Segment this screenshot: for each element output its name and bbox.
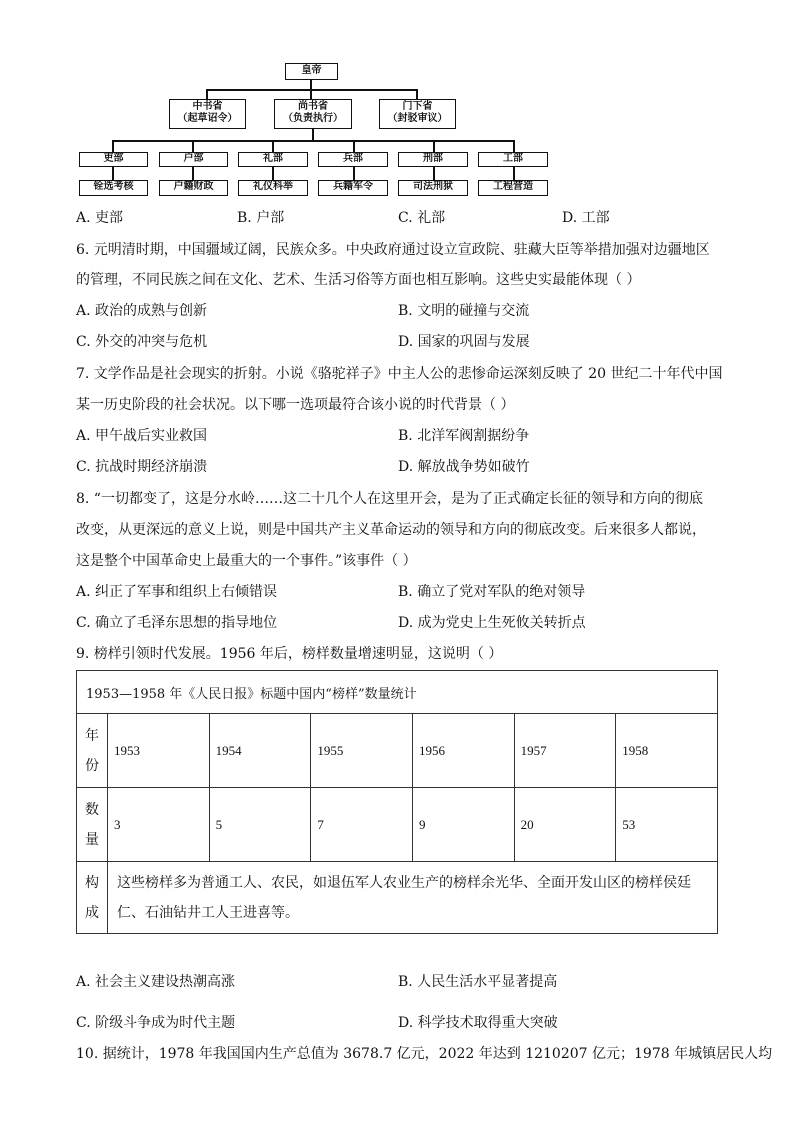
year-cell: 1955 bbox=[311, 714, 413, 788]
year-row-label bbox=[77, 714, 108, 788]
q8-stem-line: 改变，从更深远的意义上说，则是中国共产主义革命运动的领导和方向的彻底改变。后来很多人都说， bbox=[76, 522, 706, 538]
composition-line: 这些榜样多为普通工人、农民，如退伍军人农业生产的榜样余光华、全面开发山区的榜样侯廷 bbox=[117, 874, 691, 891]
org-ministry-role: （负责执行） bbox=[283, 113, 343, 124]
org-duty-box bbox=[398, 180, 468, 196]
org-duty-label: 工程营造 bbox=[493, 181, 533, 192]
q5-option-a[interactable]: A. 吏部 bbox=[76, 210, 124, 226]
org-dept-name: 礼部 bbox=[263, 153, 283, 164]
org-duty-label: 铨选考核 bbox=[93, 181, 134, 192]
q6-option-a[interactable]: A. 政治的成熟与创新 bbox=[76, 303, 208, 319]
org-duty-label: 兵籍军令 bbox=[333, 181, 373, 192]
org-duty-box bbox=[79, 180, 148, 196]
table-row bbox=[77, 862, 718, 934]
q6-stem-line: 6. 元明清时期，中国疆域辽阔，民族众多。中央政府通过设立宣政院、驻藏大臣等举措加强对边疆地区 bbox=[76, 242, 710, 258]
count-cell: 53 bbox=[616, 788, 718, 862]
org-connector bbox=[433, 140, 435, 152]
org-connector bbox=[192, 140, 194, 152]
q8-option-b[interactable]: B. 确立了党对军队的绝对领导 bbox=[398, 584, 586, 600]
table-row bbox=[77, 788, 718, 862]
year-cell: 1954 bbox=[209, 714, 311, 788]
q7-option-d[interactable]: D. 解放战争势如破竹 bbox=[398, 459, 530, 475]
org-duty-label: 司法刑狱 bbox=[413, 181, 453, 192]
org-connector bbox=[206, 89, 208, 99]
q6-option-c[interactable]: C. 外交的冲突与危机 bbox=[76, 334, 208, 350]
org-connector bbox=[272, 167, 274, 180]
q8-stem-line: 这是整个中国革命史上最重大的一个事件。”该事件（ ） bbox=[76, 553, 417, 569]
q7-option-a[interactable]: A. 甲午战后实业救国 bbox=[76, 428, 208, 444]
org-connector bbox=[192, 167, 194, 180]
q7-option-c[interactable]: C. 抗战时期经济崩溃 bbox=[76, 459, 208, 475]
composition-line: 仁、石油钻井工人王进喜等。 bbox=[117, 904, 299, 921]
org-connector bbox=[513, 167, 515, 180]
org-connector bbox=[416, 89, 418, 99]
q9-option-c[interactable]: C. 阶级斗争成为时代主题 bbox=[76, 1015, 236, 1031]
org-dept-box bbox=[238, 152, 308, 167]
q7-stem-line: 7. 文学作品是社会现实的折射。小说《骆驼祥子》中主人公的悲惨命运深刻反映了 20 世纪二十年代中国 bbox=[76, 366, 723, 382]
q7-stem-line: 某一历史阶段的社会状况。以下哪一选项最符合该小说的时代背景（ ） bbox=[76, 397, 515, 413]
count-cell: 7 bbox=[311, 788, 413, 862]
org-connector bbox=[353, 140, 355, 152]
org-duty-box bbox=[238, 180, 308, 196]
q8-option-c[interactable]: C. 确立了毛泽东思想的指导地位 bbox=[76, 615, 278, 631]
org-dept-box bbox=[398, 152, 468, 167]
count-cell: 3 bbox=[108, 788, 210, 862]
org-connector bbox=[310, 89, 312, 99]
org-emperor-box bbox=[285, 63, 338, 80]
year-cell: 1957 bbox=[514, 714, 616, 788]
org-connector bbox=[272, 140, 274, 152]
q5-option-c[interactable]: C. 礼部 bbox=[398, 210, 446, 226]
org-dept-box bbox=[79, 152, 148, 167]
label-char: 量 bbox=[85, 831, 99, 848]
q6-option-b[interactable]: B. 文明的碰撞与交流 bbox=[398, 303, 530, 319]
org-dept-name: 工部 bbox=[503, 153, 523, 164]
q6-stem-line: 的管理，不同民族之间在文化、艺术、生活习俗等方面也相互影响。这些史实最能体现（ ） bbox=[76, 272, 641, 288]
org-duty-box bbox=[478, 180, 548, 196]
org-dept-box bbox=[478, 152, 548, 167]
count-row-label bbox=[77, 788, 108, 862]
org-dept-name: 兵部 bbox=[343, 153, 363, 164]
org-connector bbox=[112, 140, 114, 152]
q8-stem-line: 8. “一切都变了，这是分水岭……这二十几个人在这里开会，是为了正式确定长征的领导和方向的彻底 bbox=[76, 491, 703, 507]
org-connector bbox=[513, 140, 515, 152]
q8-option-d[interactable]: D. 成为党史上生死攸关转折点 bbox=[398, 615, 586, 631]
q8-option-a[interactable]: A. 纠正了军事和组织上右倾错误 bbox=[76, 584, 278, 600]
q5-option-b[interactable]: B. 户部 bbox=[237, 210, 285, 226]
table-row bbox=[77, 671, 718, 714]
count-cell: 20 bbox=[514, 788, 616, 862]
org-ministry-role: （封驳审议） bbox=[387, 113, 448, 124]
org-connector bbox=[206, 89, 418, 91]
org-shangshu-box bbox=[274, 99, 352, 129]
org-ministry-name: 门下省 bbox=[402, 101, 433, 112]
q7-option-b[interactable]: B. 北洋军阀割据纷争 bbox=[398, 428, 530, 444]
composition-cell bbox=[108, 862, 718, 934]
label-char: 份 bbox=[85, 757, 99, 774]
year-cell: 1958 bbox=[616, 714, 718, 788]
org-ministry-role: （起草诏令） bbox=[177, 113, 238, 124]
org-duty-box bbox=[318, 180, 388, 196]
org-dept-box bbox=[159, 152, 228, 167]
q9-option-a[interactable]: A. 社会主义建设热潮高涨 bbox=[76, 974, 236, 990]
year-cell: 1956 bbox=[412, 714, 514, 788]
org-connector bbox=[112, 140, 515, 142]
q5-option-d[interactable]: D. 工部 bbox=[562, 210, 610, 226]
org-emperor-label: 皇帝 bbox=[301, 65, 322, 76]
org-dept-name: 户部 bbox=[183, 153, 204, 164]
org-connector bbox=[433, 167, 435, 180]
org-menxia-box bbox=[379, 99, 456, 129]
count-cell: 5 bbox=[209, 788, 311, 862]
org-zhongshu-box bbox=[169, 99, 246, 129]
year-cell: 1953 bbox=[108, 714, 210, 788]
table-title: 1953—1958 年《人民日报》标题中国内“榜样”数量统计 bbox=[77, 671, 718, 714]
q6-option-d[interactable]: D. 国家的巩固与发展 bbox=[398, 334, 530, 350]
q9-stem-line: 9. 榜样引领时代发展。1956 年后，榜样数量增速明显，这说明（ ） bbox=[76, 646, 503, 662]
count-cell: 9 bbox=[412, 788, 514, 862]
label-char: 年 bbox=[85, 727, 99, 744]
q9-option-d[interactable]: D. 科学技术取得重大突破 bbox=[398, 1015, 558, 1031]
q9-option-b[interactable]: B. 人民生活水平显著提高 bbox=[398, 974, 558, 990]
org-ministry-name: 尚书省 bbox=[298, 101, 328, 112]
q10-stem-line: 10. 据统计，1978 年我国国内生产总值为 3678.7 亿元，2022 年达到 1210207 亿元；1978 年城镇居民人均 bbox=[76, 1046, 773, 1062]
label-char: 构 bbox=[85, 874, 99, 891]
table-row bbox=[77, 714, 718, 788]
label-char: 数 bbox=[85, 801, 99, 818]
label-char: 成 bbox=[85, 904, 99, 921]
org-duty-label: 礼仪科举 bbox=[253, 181, 293, 192]
org-dept-name: 刑部 bbox=[423, 153, 443, 164]
org-duty-label: 户籍财政 bbox=[173, 181, 214, 192]
org-dept-name: 吏部 bbox=[103, 153, 124, 164]
org-connector bbox=[353, 167, 355, 180]
q9-stats-table bbox=[76, 670, 718, 934]
composition-row-label bbox=[77, 862, 108, 934]
org-duty-box bbox=[159, 180, 228, 196]
org-dept-box bbox=[318, 152, 388, 167]
org-connector bbox=[112, 167, 114, 180]
org-ministry-name: 中书省 bbox=[192, 101, 223, 112]
